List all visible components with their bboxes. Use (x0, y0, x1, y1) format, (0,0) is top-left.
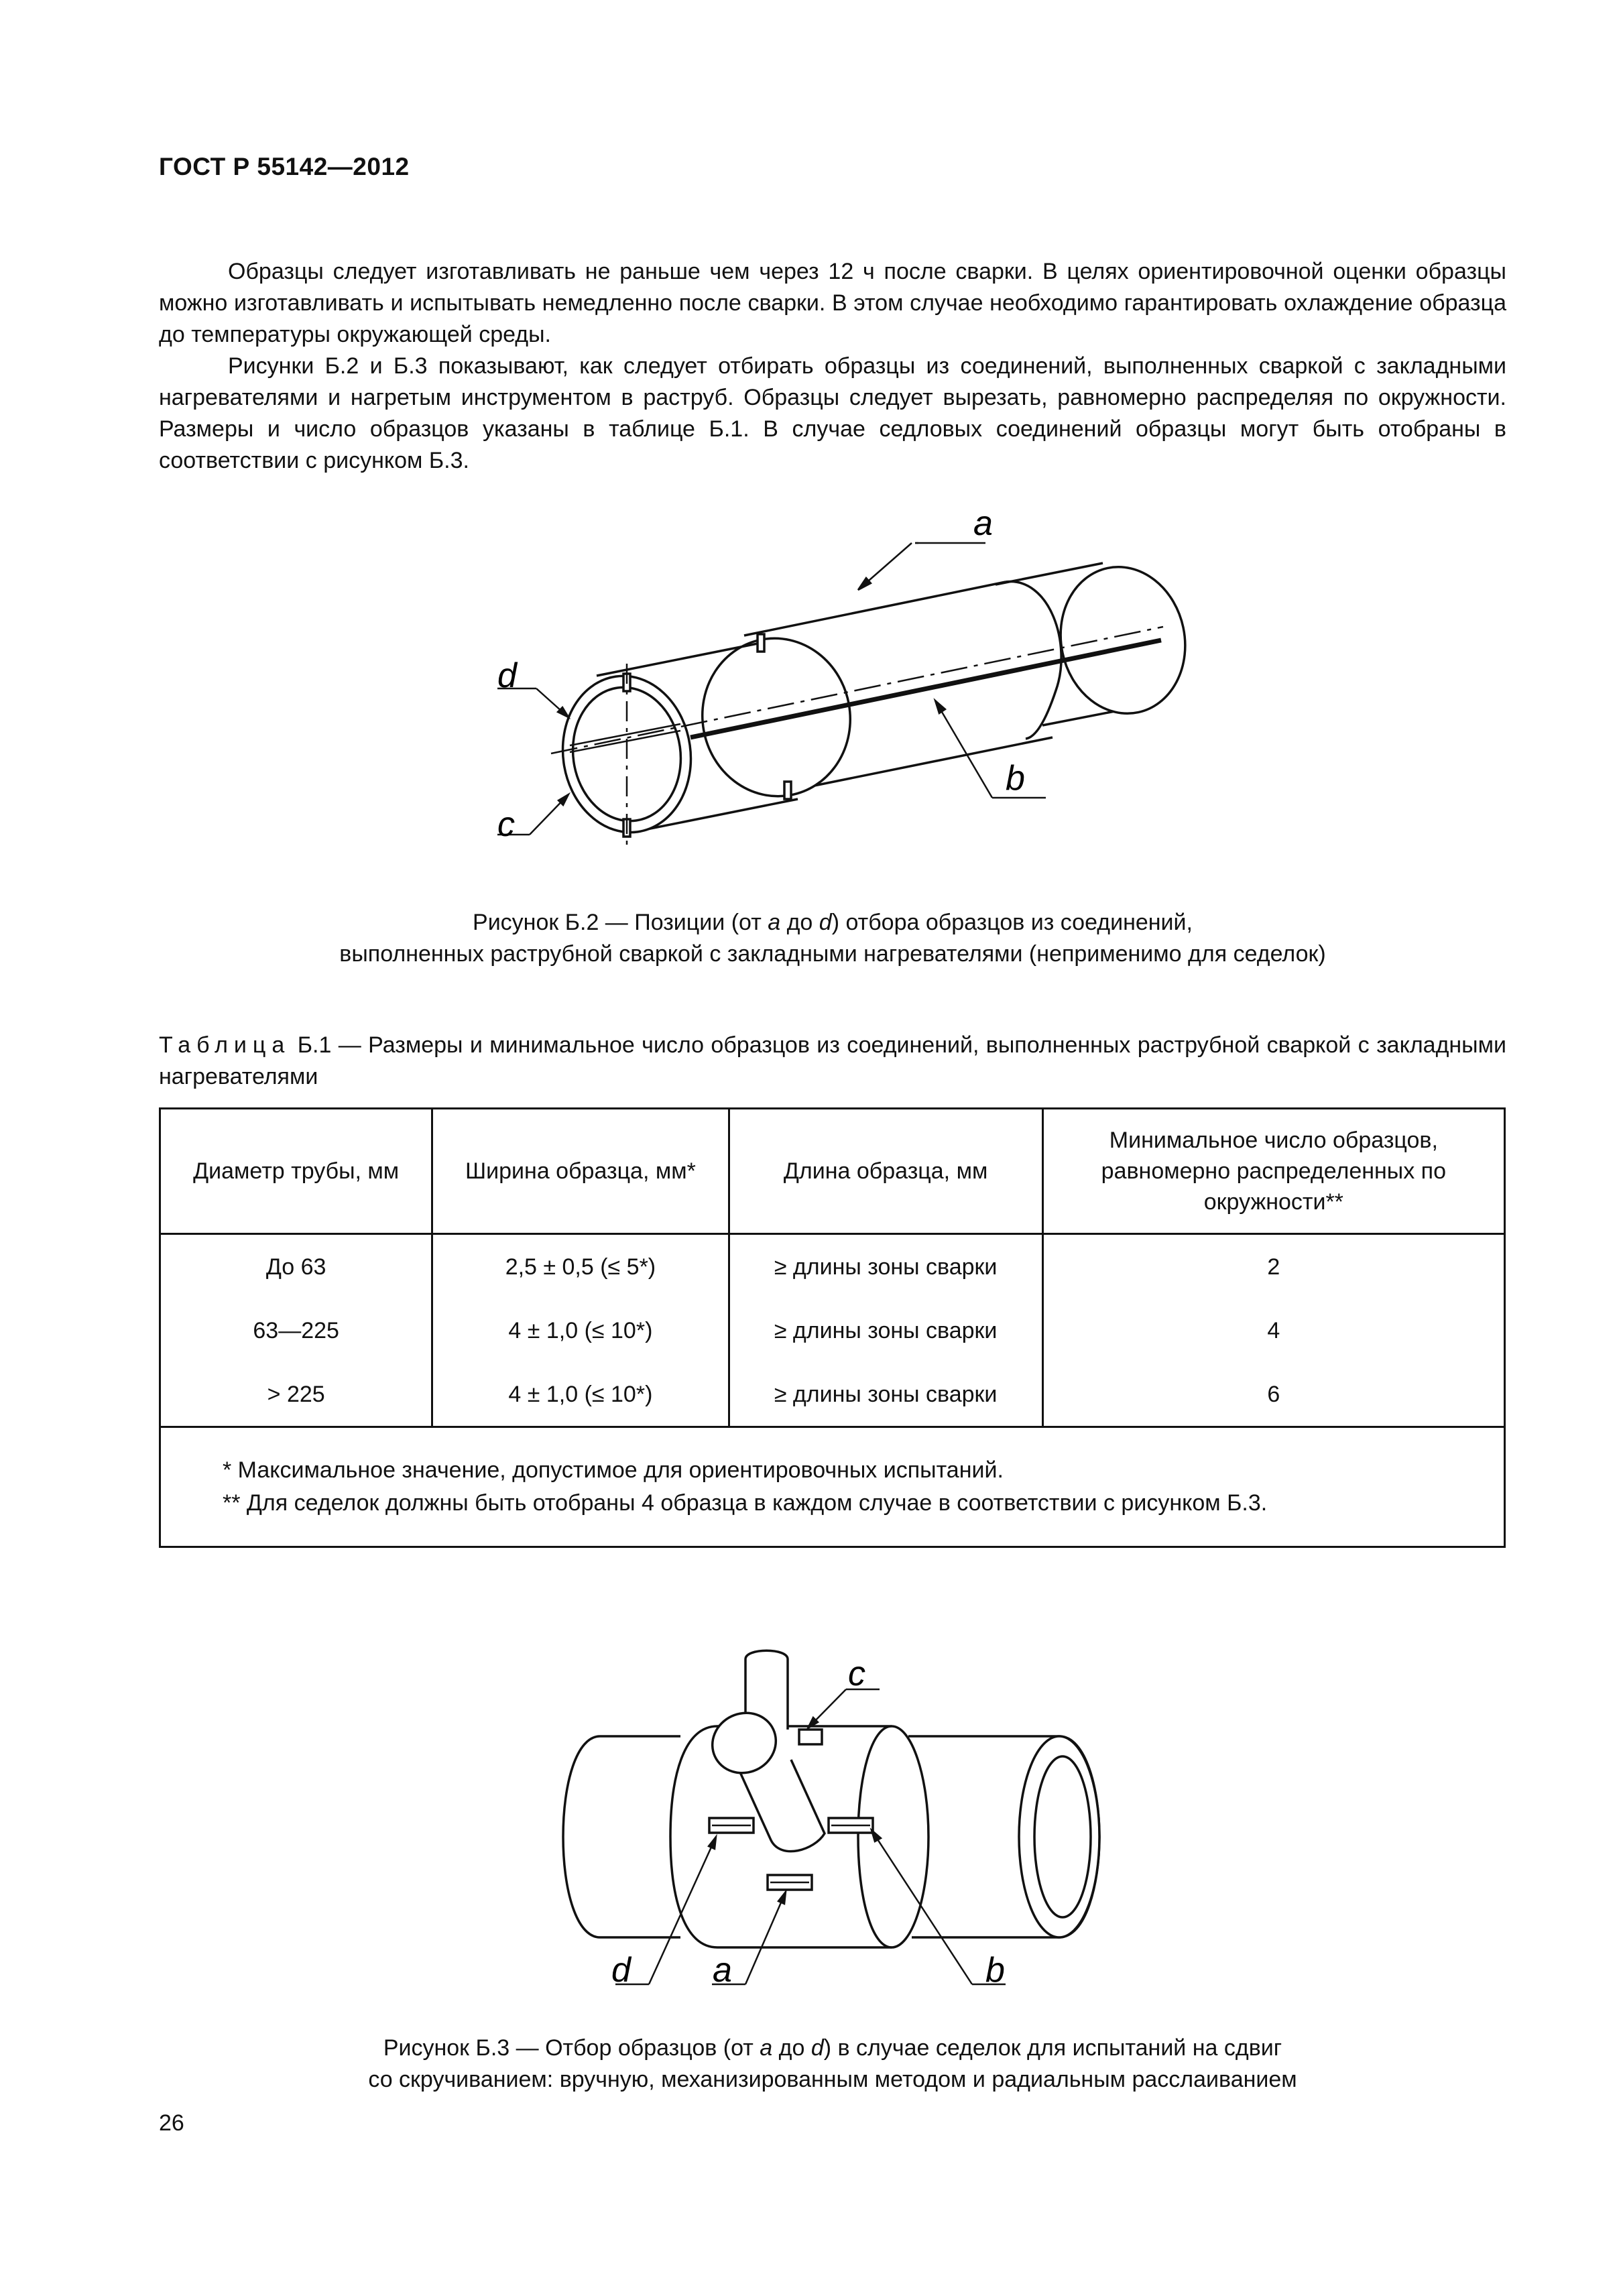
paragraph-2: Рисунки Б.2 и Б.3 показывают, как следует отбирать образцы из соединений, выполненных сваркой с закладными нагревателями и нагретым инструментом в раструб. Образцы следует вырезать, равномерно распределяя по окружности. Размеры и число образцов указаны в таблице Б.1. В случае седловых соединений образцы могут быть отобраны в соответствии с рисунком Б.3. (159, 353, 1506, 473)
table-note: * Максимальное значение, допустимое для ориентировочных испытаний. (223, 1457, 1004, 1483)
document-header: ГОСТ Р 55142—2012 (159, 153, 410, 180)
table-cell: ≥ длины зоны сварки (729, 1362, 1042, 1427)
table-header-row (160, 1109, 1505, 1234)
table-row (160, 1234, 1505, 1299)
table-header-cell: Диаметр трубы, мм (160, 1109, 432, 1234)
figure-b2-label-d: d (497, 656, 517, 695)
figure-b3-caption: Рисунок Б.3 — Отбор образцов (от a до d) в случае седелок для испытаний на сдвиг со скручиванием: вручную, механизированным методом и радиальным расслаиванием (368, 2035, 1297, 2092)
table-notes-row (160, 1427, 1505, 1547)
figure-b3-label-c: c (848, 1654, 865, 1693)
table-cell: 4 (1042, 1298, 1504, 1362)
table-cell: 2 (1042, 1234, 1504, 1299)
figure-b3-label-d: d (611, 1951, 631, 1990)
page-number: 26 (159, 2110, 184, 2136)
table-note: ** Для седелок должны быть отобраны 4 образца в каждом случае в соответствии с рисунком Б.3. (223, 1490, 1268, 1516)
table-cell: 6 (1042, 1362, 1504, 1427)
table-b1 (159, 1107, 1506, 1548)
table-header-cell: Минимальное число образцов, равномерно распределенных по окружности** (1042, 1109, 1504, 1234)
table-row (160, 1298, 1505, 1362)
table-notes (160, 1427, 1505, 1547)
table-cell: До 63 (160, 1234, 432, 1299)
table-header-cell: Ширина образца, мм* (432, 1109, 729, 1234)
figure-b2-label-a: a (973, 504, 993, 543)
table-cell: 4 ± 1,0 (≤ 10*) (432, 1362, 729, 1427)
figure-b3-label-a: a (713, 1951, 732, 1990)
table-header-cell: Длина образца, мм (729, 1109, 1042, 1234)
figure-b2-label-c: c (497, 805, 515, 844)
table-cell: 4 ± 1,0 (≤ 10*) (432, 1298, 729, 1362)
table-b1-caption: Таблица Б.1 — Размеры и минимальное число образцов из соединений, выполненных раструбной сваркой с закладными нагревателями (159, 1032, 1506, 1089)
figure-b2-caption: Рисунок Б.2 — Позиции (от a до d) отбора образцов из соединений, выполненных раструбной сваркой с закладными нагревателями (неприменимо для седелок) (339, 910, 1326, 967)
figure-b3-label-b: b (985, 1951, 1005, 1990)
table-cell: 63—225 (160, 1298, 432, 1362)
table-row (160, 1362, 1505, 1427)
paragraph-1: Образцы следует изготавливать не раньше чем через 12 ч после сварки. В целях ориентировочной оценки образцы можно изготавливать и испытывать немедленно после сварки. В этом случае необходимо гарантировать охлаждение образца до температуры окружающей среды. (159, 259, 1506, 347)
figure-b3-drawing (556, 1629, 1113, 2004)
table-cell: > 225 (160, 1362, 432, 1427)
table-cell: ≥ длины зоны сварки (729, 1234, 1042, 1299)
figure-b2-label-b: b (1006, 759, 1025, 798)
table-cell: ≥ длины зоны сварки (729, 1298, 1042, 1362)
table-cell: 2,5 ± 0,5 (≤ 5*) (432, 1234, 729, 1299)
figure-b2-drawing (469, 496, 1247, 858)
